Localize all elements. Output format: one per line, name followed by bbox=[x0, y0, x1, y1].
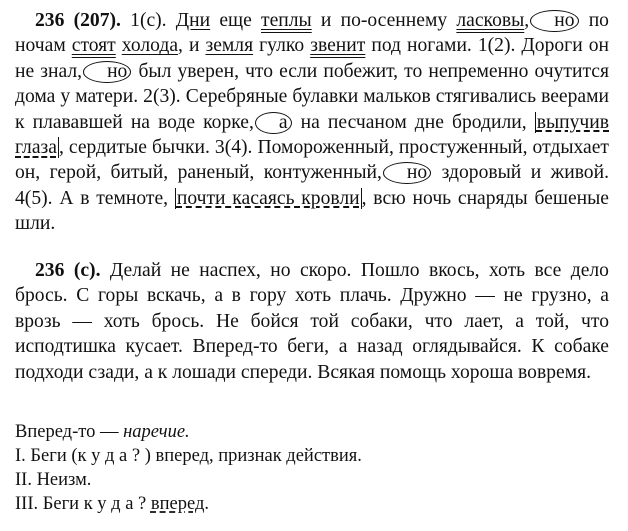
text-fragment: . bbox=[204, 494, 209, 514]
participial-phrase: почти касаясь кровли bbox=[176, 187, 360, 209]
circled-conjunction: а bbox=[255, 112, 292, 134]
analysis-line-1 bbox=[15, 420, 609, 444]
exercise-number: 236 (с). bbox=[35, 260, 101, 281]
text-fragment: , и bbox=[178, 35, 206, 57]
sentence-label: 2(3). bbox=[138, 86, 181, 108]
adverbial-word: вперед bbox=[150, 494, 205, 514]
exercise-text: Делай не наспех, но скоро. Пошло вкось, хоть все дело брось. С горы вскачь, а в гору хоть плачь. Дружно — не грузно, а врозь — хоть брось. Не бойся той собаки, что лает, а той, что исподтишка кусает. Вперед-то беги, а назад оглядывайся. К собаке подходи сзади, а к лошади спереди. Всякая помощь хороша вовремя. bbox=[15, 260, 609, 383]
text-fragment: здоровый и живой. bbox=[432, 162, 609, 184]
circled-conjunction: но bbox=[530, 10, 578, 32]
text-fragment: , всю ночь снаряды бешеные шли. bbox=[15, 187, 609, 235]
text-fragment: А в темноте, bbox=[52, 187, 175, 209]
text-fragment: гулко bbox=[253, 35, 311, 57]
circled-conjunction: но bbox=[83, 61, 131, 83]
predicate-word: ласковы bbox=[456, 10, 525, 31]
sentence-label: 3(4). bbox=[209, 137, 253, 159]
predicate-word: звенит bbox=[310, 35, 366, 57]
text-fragment: , bbox=[524, 10, 530, 31]
predicate-word: теплы bbox=[261, 10, 312, 31]
word-analysis bbox=[15, 420, 609, 516]
text-fragment: под ногами. bbox=[365, 35, 472, 57]
text-fragment: на песчаном дне бродили, bbox=[292, 111, 535, 133]
analysis-question: к у д а ? bbox=[83, 494, 147, 514]
text-fragment: Помороженный, простуженный, отдыхает он, герой, битый, раненый, контуженный, bbox=[15, 137, 610, 184]
subject-word: холода bbox=[121, 35, 179, 57]
sentence-label: 4(5). bbox=[15, 187, 53, 209]
text-fragment: Дороги он не знал, bbox=[15, 35, 609, 82]
text-fragment: по ночам bbox=[15, 10, 609, 57]
subject-word: Дни bbox=[175, 10, 211, 31]
subject-word: земля bbox=[205, 35, 254, 57]
analysis-prefix: III. Беги bbox=[15, 494, 84, 514]
exercise-number: 236 (207). bbox=[35, 10, 121, 31]
analysis-line-3: II. Неизм. bbox=[15, 470, 92, 490]
exercise-236-c bbox=[15, 258, 609, 385]
predicate-word: стоят bbox=[71, 35, 116, 57]
text-fragment: был уверен, что если побежит, то непременно очутится дома у матери. bbox=[15, 60, 609, 108]
analysis-line-4 bbox=[15, 492, 609, 516]
text-fragment: еще bbox=[210, 10, 262, 31]
text-fragment: Серебряные булавки мальков стягивались веерами к плававшей на воде корке, bbox=[15, 86, 609, 133]
text-fragment: и по-осеннему bbox=[311, 10, 457, 31]
sentence-label: 1(2). bbox=[471, 35, 516, 57]
analysis-word: Вперед-то — bbox=[15, 422, 124, 442]
analysis-line-2: I. Беги (к у д а ? ) вперед, признак действия. bbox=[15, 446, 362, 466]
exercise-236-207 bbox=[15, 8, 609, 237]
text-fragment: , сердитые бычки. bbox=[58, 137, 210, 159]
circled-conjunction: но bbox=[383, 162, 431, 184]
sentence-label: 1(с). bbox=[130, 10, 167, 31]
participial-phrase: выпучив глаза bbox=[15, 111, 609, 159]
part-of-speech: наречие. bbox=[123, 422, 190, 442]
